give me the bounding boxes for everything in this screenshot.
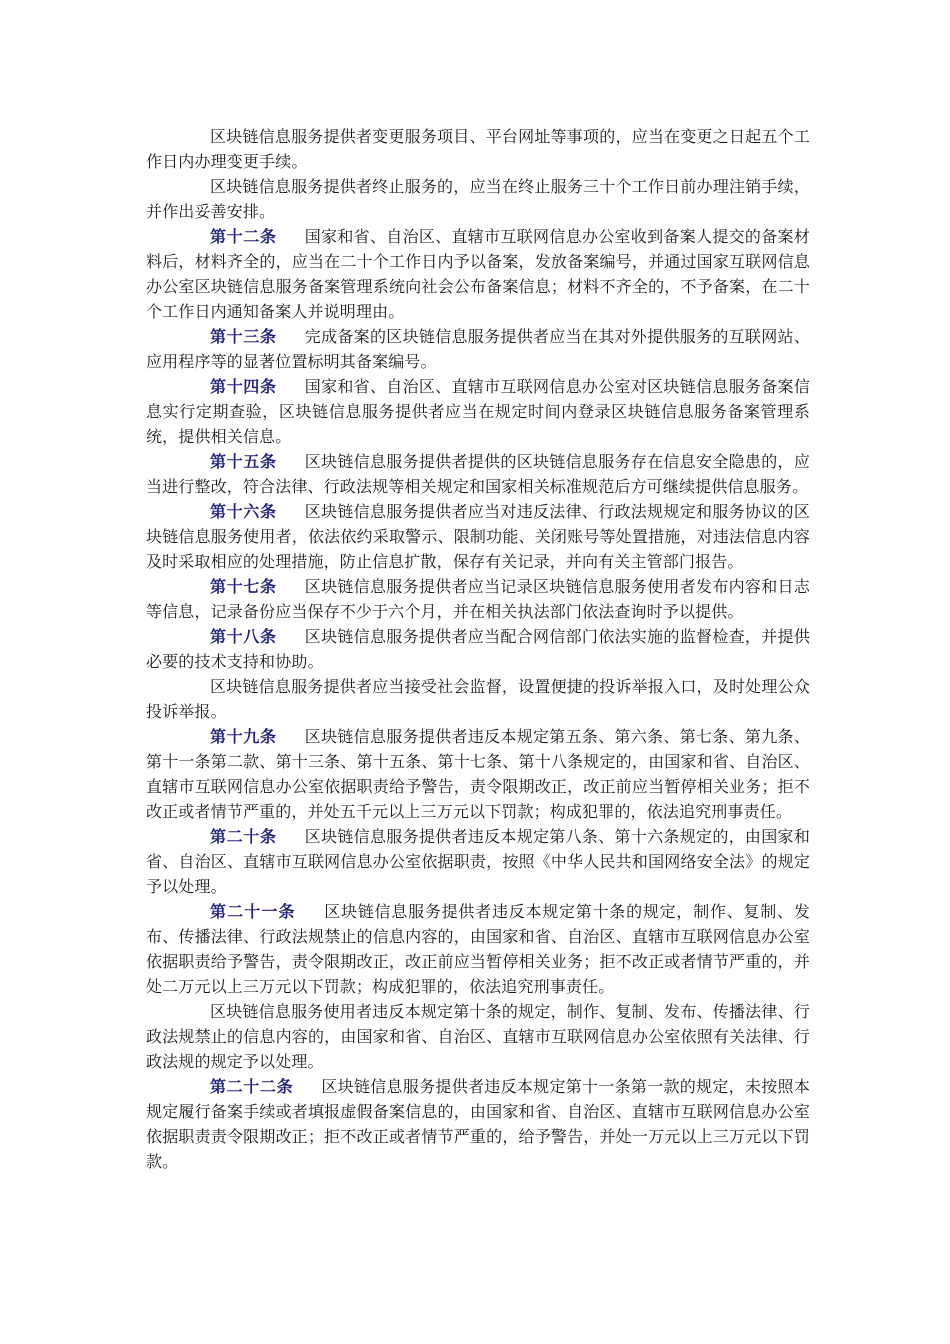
paragraph-text: 区块链信息服务提供者应当接受社会监督，设置便捷的投诉举报入口，及时处理公众投诉举报。 xyxy=(146,677,810,721)
article-paragraph xyxy=(146,724,810,824)
article-number: 第十七条 xyxy=(210,577,277,596)
paragraph-text: 区块链信息服务提供者应当配合网信部门依法实施的监督检查，并提供必要的技术支持和协助。 xyxy=(146,627,810,671)
paragraph xyxy=(146,674,810,724)
article-paragraph xyxy=(146,1074,810,1174)
paragraph-text: 区块链信息服务提供者违反本规定第五条、第六条、第七条、第九条、第十一条第二款、第十三条、第十五条、第十七条、第十八条规定的，由国家和省、自治区、直辖市互联网信息办公室依据职责给予警告，责令限期改正，改正前应当暂停相关业务；拒不改正或者情节严重的，并处五千元以上三万元以下罚款；构成犯罪的，依法追究刑事责任。 xyxy=(146,727,810,821)
article-paragraph xyxy=(146,624,810,674)
article-number: 第二十条 xyxy=(210,827,277,846)
paragraph xyxy=(146,124,810,174)
article-paragraph xyxy=(146,224,810,324)
paragraph-text: 区块链信息服务提供者变更服务项目、平台网址等事项的，应当在变更之日起五个工作日内办理变更手续。 xyxy=(146,127,810,171)
paragraph-text: 区块链信息服务提供者提供的区块链信息服务存在信息安全隐患的，应当进行整改，符合法律、行政法规等相关规定和国家相关标准规范后方可继续提供信息服务。 xyxy=(146,452,810,496)
article-paragraph xyxy=(146,374,810,449)
article-number: 第十六条 xyxy=(210,502,277,521)
paragraph-text: 区块链信息服务提供者应当对违反法律、行政法规规定和服务协议的区块链信息服务使用者，依法依约采取警示、限制功能、关闭账号等处置措施，对违法信息内容及时采取相应的处理措施，防止信息扩散，保存有关记录，并向有关主管部门报告。 xyxy=(146,502,810,571)
article-paragraph xyxy=(146,899,810,999)
article-number: 第十二条 xyxy=(210,227,277,246)
paragraph-text: 国家和省、自治区、直辖市互联网信息办公室对区块链信息服务备案信息实行定期查验，区块链信息服务提供者应当在规定时间内登录区块链信息服务备案管理系统，提供相关信息。 xyxy=(146,377,810,446)
article-number: 第十九条 xyxy=(210,727,277,746)
article-paragraph xyxy=(146,824,810,899)
paragraph-text: 区块链信息服务提供者违反本规定第十一条第一款的规定，未按照本规定履行备案手续或者填报虚假备案信息的，由国家和省、自治区、直辖市互联网信息办公室依据职责责令限期改正；拒不改正或者情节严重的，给予警告，并处一万元以上三万元以下罚款。 xyxy=(146,1077,810,1171)
article-number: 第二十一条 xyxy=(210,902,296,921)
paragraph-text: 区块链信息服务提供者应当记录区块链信息服务使用者发布内容和日志等信息，记录备份应当保存不少于六个月，并在相关执法部门依法查询时予以提供。 xyxy=(146,577,810,621)
article-number: 第二十二条 xyxy=(210,1077,294,1096)
article-paragraph xyxy=(146,449,810,499)
article-paragraph xyxy=(146,574,810,624)
paragraph-text: 区块链信息服务使用者违反本规定第十条的规定，制作、复制、发布、传播法律、行政法规禁止的信息内容的，由国家和省、自治区、直辖市互联网信息办公室依照有关法律、行政法规的规定予以处理。 xyxy=(146,1002,810,1071)
article-number: 第十四条 xyxy=(210,377,277,396)
paragraph-text: 区块链信息服务提供者违反本规定第八条、第十六条规定的，由国家和省、自治区、直辖市互联网信息办公室依据职责，按照《中华人民共和国网络安全法》的规定予以处理。 xyxy=(146,827,810,896)
paragraph-text: 区块链信息服务提供者违反本规定第十条的规定，制作、复制、发布、传播法律、行政法规禁止的信息内容的，由国家和省、自治区、直辖市互联网信息办公室依据职责给予警告，责令限期改正，改正前应当暂停相关业务；拒不改正或者情节严重的，并处二万元以上三万元以下罚款；构成犯罪的，依法追究刑事责任。 xyxy=(146,902,810,996)
article-paragraph xyxy=(146,324,810,374)
paragraph xyxy=(146,999,810,1074)
paragraph-text: 完成备案的区块链信息服务提供者应当在其对外提供服务的互联网站、应用程序等的显著位置标明其备案编号。 xyxy=(146,327,810,371)
article-number: 第十五条 xyxy=(210,452,277,471)
article-number: 第十八条 xyxy=(210,627,277,646)
paragraph-text: 国家和省、自治区、直辖市互联网信息办公室收到备案人提交的备案材料后，材料齐全的，应当在二十个工作日内予以备案，发放备案编号，并通过国家互联网信息办公室区块链信息服务备案管理系统向社会公布备案信息；材料不齐全的，不予备案，在二十个工作日内通知备案人并说明理由。 xyxy=(146,227,810,321)
paragraph-text: 区块链信息服务提供者终止服务的，应当在终止服务三十个工作日前办理注销手续，并作出妥善安排。 xyxy=(146,177,810,221)
article-paragraph xyxy=(146,499,810,574)
paragraph xyxy=(146,174,810,224)
article-number: 第十三条 xyxy=(210,327,277,346)
document-page xyxy=(146,124,810,1174)
